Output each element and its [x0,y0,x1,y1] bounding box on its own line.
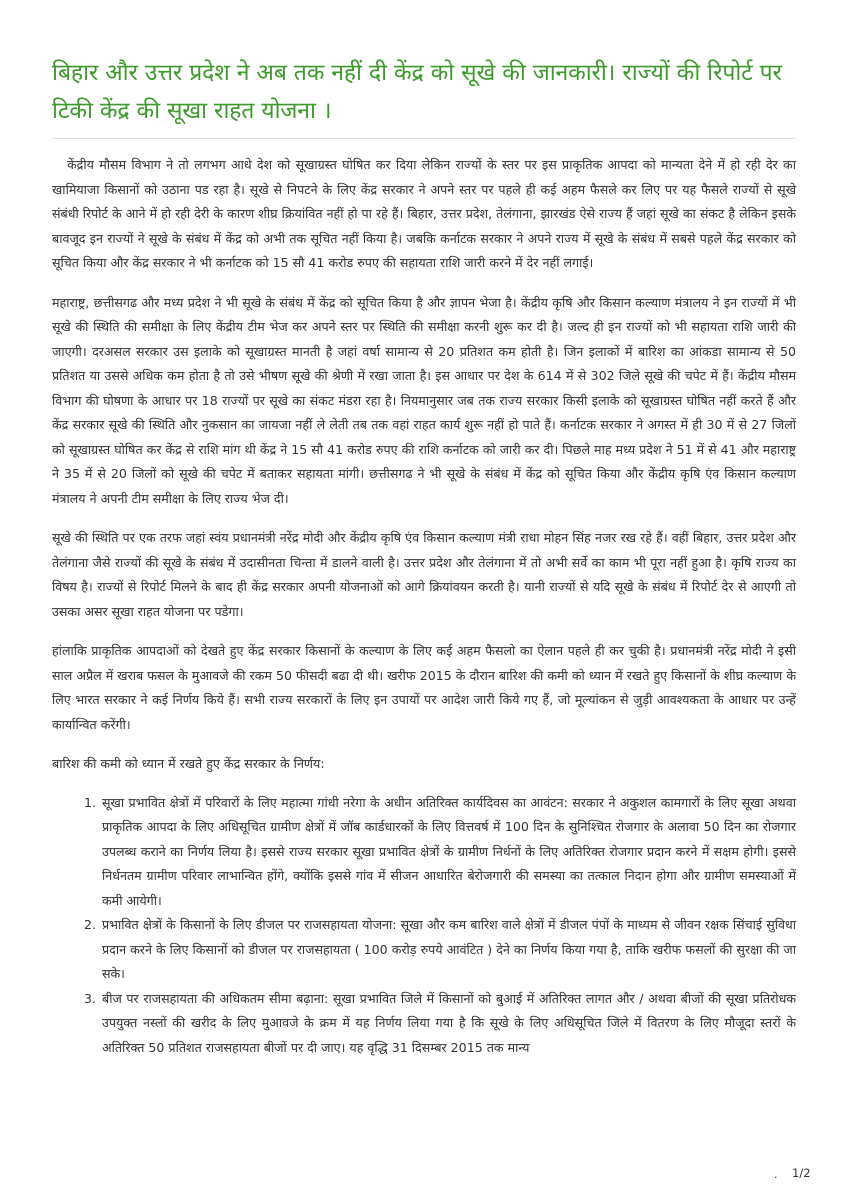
article-title: बिहार और उत्तर प्रदेश ने अब तक नहीं दी केंद्र को सूखे की जानकारी। राज्यों की रिपोर्ट पर टिकी केंद्र की सूखा राहत योजना । [52,60,782,124]
decisions-list [52,791,796,1061]
paragraph: केंद्रीय मौसम विभाग ने तो लगभग आधे देश को सूखाग्रस्त घोषित कर दिया लेकिन राज्यों के स्तर पर इस प्राकृतिक आपदा को मान्यता देने में हो रही देर का खामियाजा किसानों को उठाना पड रहा है। सूखे से निपटने के लिए केंद्र सरकार ने अपने स्तर पर पहले ही कई अहम फैसले कर लिए पर यह फैसले राज्यों से सूखे संबंधी रिपोर्ट के आने में हो रही देरी के कारण शीघ्र क्रियांवित नहीं हो पा रहे हैं। बिहार, उत्तर प्रदेश, तेलंगाना, झारखंड ऐसे राज्य हैं जहां सूखे का संकट है लेकिन इसके बावजूद इन राज्यों ने सूखे के संबंध में केंद्र को अभी तक सूचित नहीं किया है। जबकि कर्नाटक सरकार ने अपने राज्य में सूखे के संबंध में सबसे पहले केंद्र सरकार को सूचित किया और केंद्र सरकार ने भी कर्नाटक को 15 सौ 41 करोड रुपए की सहायता राशि जारी करने में देर नहीं लगाई। [52,157,796,270]
list-intro: बारिश की कमी को ध्यान में रखते हुए केंद्र सरकार के निर्णय: [52,756,325,771]
page-number: 1/2 [792,1166,811,1180]
document-page [52,0,796,1060]
list-item: 3. बीज पर राजसहायता की अधिकतम सीमा बढ़ाना: सूखा प्रभावित जिले में किसानों को बुआई में अतिरिक्त लागत और / अथवा बीजों की सूखा प्रतिरोधक उपयुक्त नस्लों की खरीद के लिए मुआवजे के क्रम में यह निर्णय लिया गया है कि सूखे के लिए अधिसूचित जिले में वितरण के लिए मौजूदा स्तरों के अतिरिक्त 50 प्रतिशत राजसहायता बीजों पर दी जाए। यह वृद्धि 31 दिसम्बर 2015 तक मान्य [100,987,796,1061]
paragraph: सूखे की स्थिति पर एक तरफ जहां स्वंय प्रधानमंत्री नरेंद्र मोदी और केंद्रीय कृषि एंव किसान कल्याण मंत्री राधा मोहन सिंह नजर रख रहे हैं। वहीं बिहार, उत्तर प्रदेश और तेलंगाना जैसे राज्यों की सूखे के संबंध में उदासीनता चिन्ता में डालने वाली है। उत्तर प्रदेश और तेलंगाना में तो अभी सर्वे का काम भी पूरा नहीं हुआ है। कृषि राज्य का विषय है। राज्यों से रिपोर्ट मिलने के बाद ही केंद्र सरकार अपनी योजनाओं को आगे क्रियांवयन करती है। यानी राज्यों से यदि सूखे के संबंध में रिपोर्ट देर से आएगी तो उसका असर सूखा राहत योजना पर पडेगा। [52,530,796,619]
paragraph: महाराष्ट्र, छत्तीसगढ और मध्य प्रदेश ने भी सूखे के संबंध में केंद्र को सूचित किया है और ज्ञापन भेजा है। केंद्रीय कृषि और किसान कल्याण मंत्रालय ने इन राज्यों में भी सूखे की स्थिति की समीक्षा के लिए केंद्रीय टीम भेज कर अपने स्तर पर स्थिति की समीक्षा करनी शुरू कर दी है। जल्द ही इन राज्यों को भी सहायता राशि जारी की जाएगी। दरअसल सरकार उस इलाके को सूखाग्रस्त मानती है जहां वर्षा सामान्य से 20 प्रतिशत कम होती है। जिन इलाकों में बारिश का आंकडा सामान्य से 50 प्रतिशत या उससे अधिक कम होता है तो उसे भीषण सूखे की श्रेणी में रखा जाता है। इस आधार पर देश के 614 में से 302 जिले सूखे की चपेट में हैं। केंद्रीय मौसम विभाग की घोषणा के आधार पर 18 राज्यों पर सूखे का संकट मंडरा रहा है। नियमानुसार जब तक राज्य सरकार किसी इलाके को सूखाग्रस्त घोषित नहीं करते हैं और केंद्र सरकार सूखे की स्थिति और नुकसान का जायजा नहीं ले लेती तब तक वहां राहत कार्य शुरू नहीं हो पाते हैं। कर्नाटक सरकार ने अगस्त में ही 30 में से 27 जिलों को सूखाग्रस्त घोषित कर केंद्र से राशि मांग थी केंद्र ने 15 सौ 41 करोड रुपए की राशि कर्नाटक को जारी कर दी। पिछले माह मध्य प्रदेश ने 51 में से 41 और महाराष्ट्र ने 35 में से 20 जिलों को सूखे की चपेट में बताकर सहायता मांगी। छत्तीसगढ ने भी सूखे के संबंध में केंद्र को सूचित किया और केंद्रीय कृषि एंव किसान कल्याण मंत्रालय ने अपनी टीम समीक्षा के लिए राज्य भेज दी। [52,294,796,506]
article-body [52,153,796,1060]
list-item: 1. सूखा प्रभावित क्षेत्रों में परिवारों के लिए महात्मा गांधी नरेगा के अधीन अतिरिक्त कार्यदिवस का आवंटन: सरकार ने अकुशल कामगारों के लिए सूखा अथवा प्राकृतिक आपदा के लिए अधिसूचित ग्रामीण क्षेत्रों में जॉब कार्डधारकों के लिए वित्तवर्ष में 100 दिन के सुनिश्चित रोजगार के अलावा 50 दिन का रोजगार उपलब्ध कराने का निर्णय लिया है। इससे राज्य सरकार सूखा प्रभावित क्षेत्रों के ग्रामीण निर्धनों के लिए अतिरिक्त रोजगार प्रदान करने में सक्षम होगी। इससे निर्धनतम ग्रामीण परिवार लाभान्वित होंगे, क्योंकि इससे गांव में सीजन आधारित बेरोजगारी की समस्या का तत्काल निदान होगा और ग्रामीण समस्याओं में कमी आयेगी। [100,791,796,914]
paragraph: हांलाकि प्राकृतिक आपदाओं को देखते हुए केंद्र सरकार किसानों के कल्याण के लिए कई अहम फैसलो का ऐलान पहले ही कर चुकी है। प्रधानमंत्री नरेंद्र मोदी ने इसी साल अप्रैल में खराब फसल के मुआवजे की रकम 50 फीसदी बढा दी थी। खरीफ 2015 के दौरान बारिश की कमी को ध्यान में रखते हुए किसानों के शीघ्र कल्याण के लिए भारत सरकार ने कई निर्णय किये हैं। सभी राज्य सरकारों के लिए इन उपायों पर आदेश जारी किये गए हैं, जो मूल्यांकन से जुड़ी आवश्यकता के आधार पर उन्हें कार्यान्वित करेंगी। [52,643,796,732]
title-divider [52,138,796,139]
footer-dot: . [774,1168,778,1181]
list-item: 2. प्रभावित क्षेत्रों के किसानों के लिए डीजल पर राजसहायता योजना: सूखा और कम बारिश वाले क्षेत्रों में डीजल पंपों के माध्यम से जीवन रक्षक सिंचाई सुविधा प्रदान करने के लिए किसानों को डीजल पर राजसहायता ( 100 करोड़ रुपये आवंटित ) देने का निर्णय किया गया है, ताकि खरीफ फसलों की सुरक्षा की जा सके। [100,913,796,987]
